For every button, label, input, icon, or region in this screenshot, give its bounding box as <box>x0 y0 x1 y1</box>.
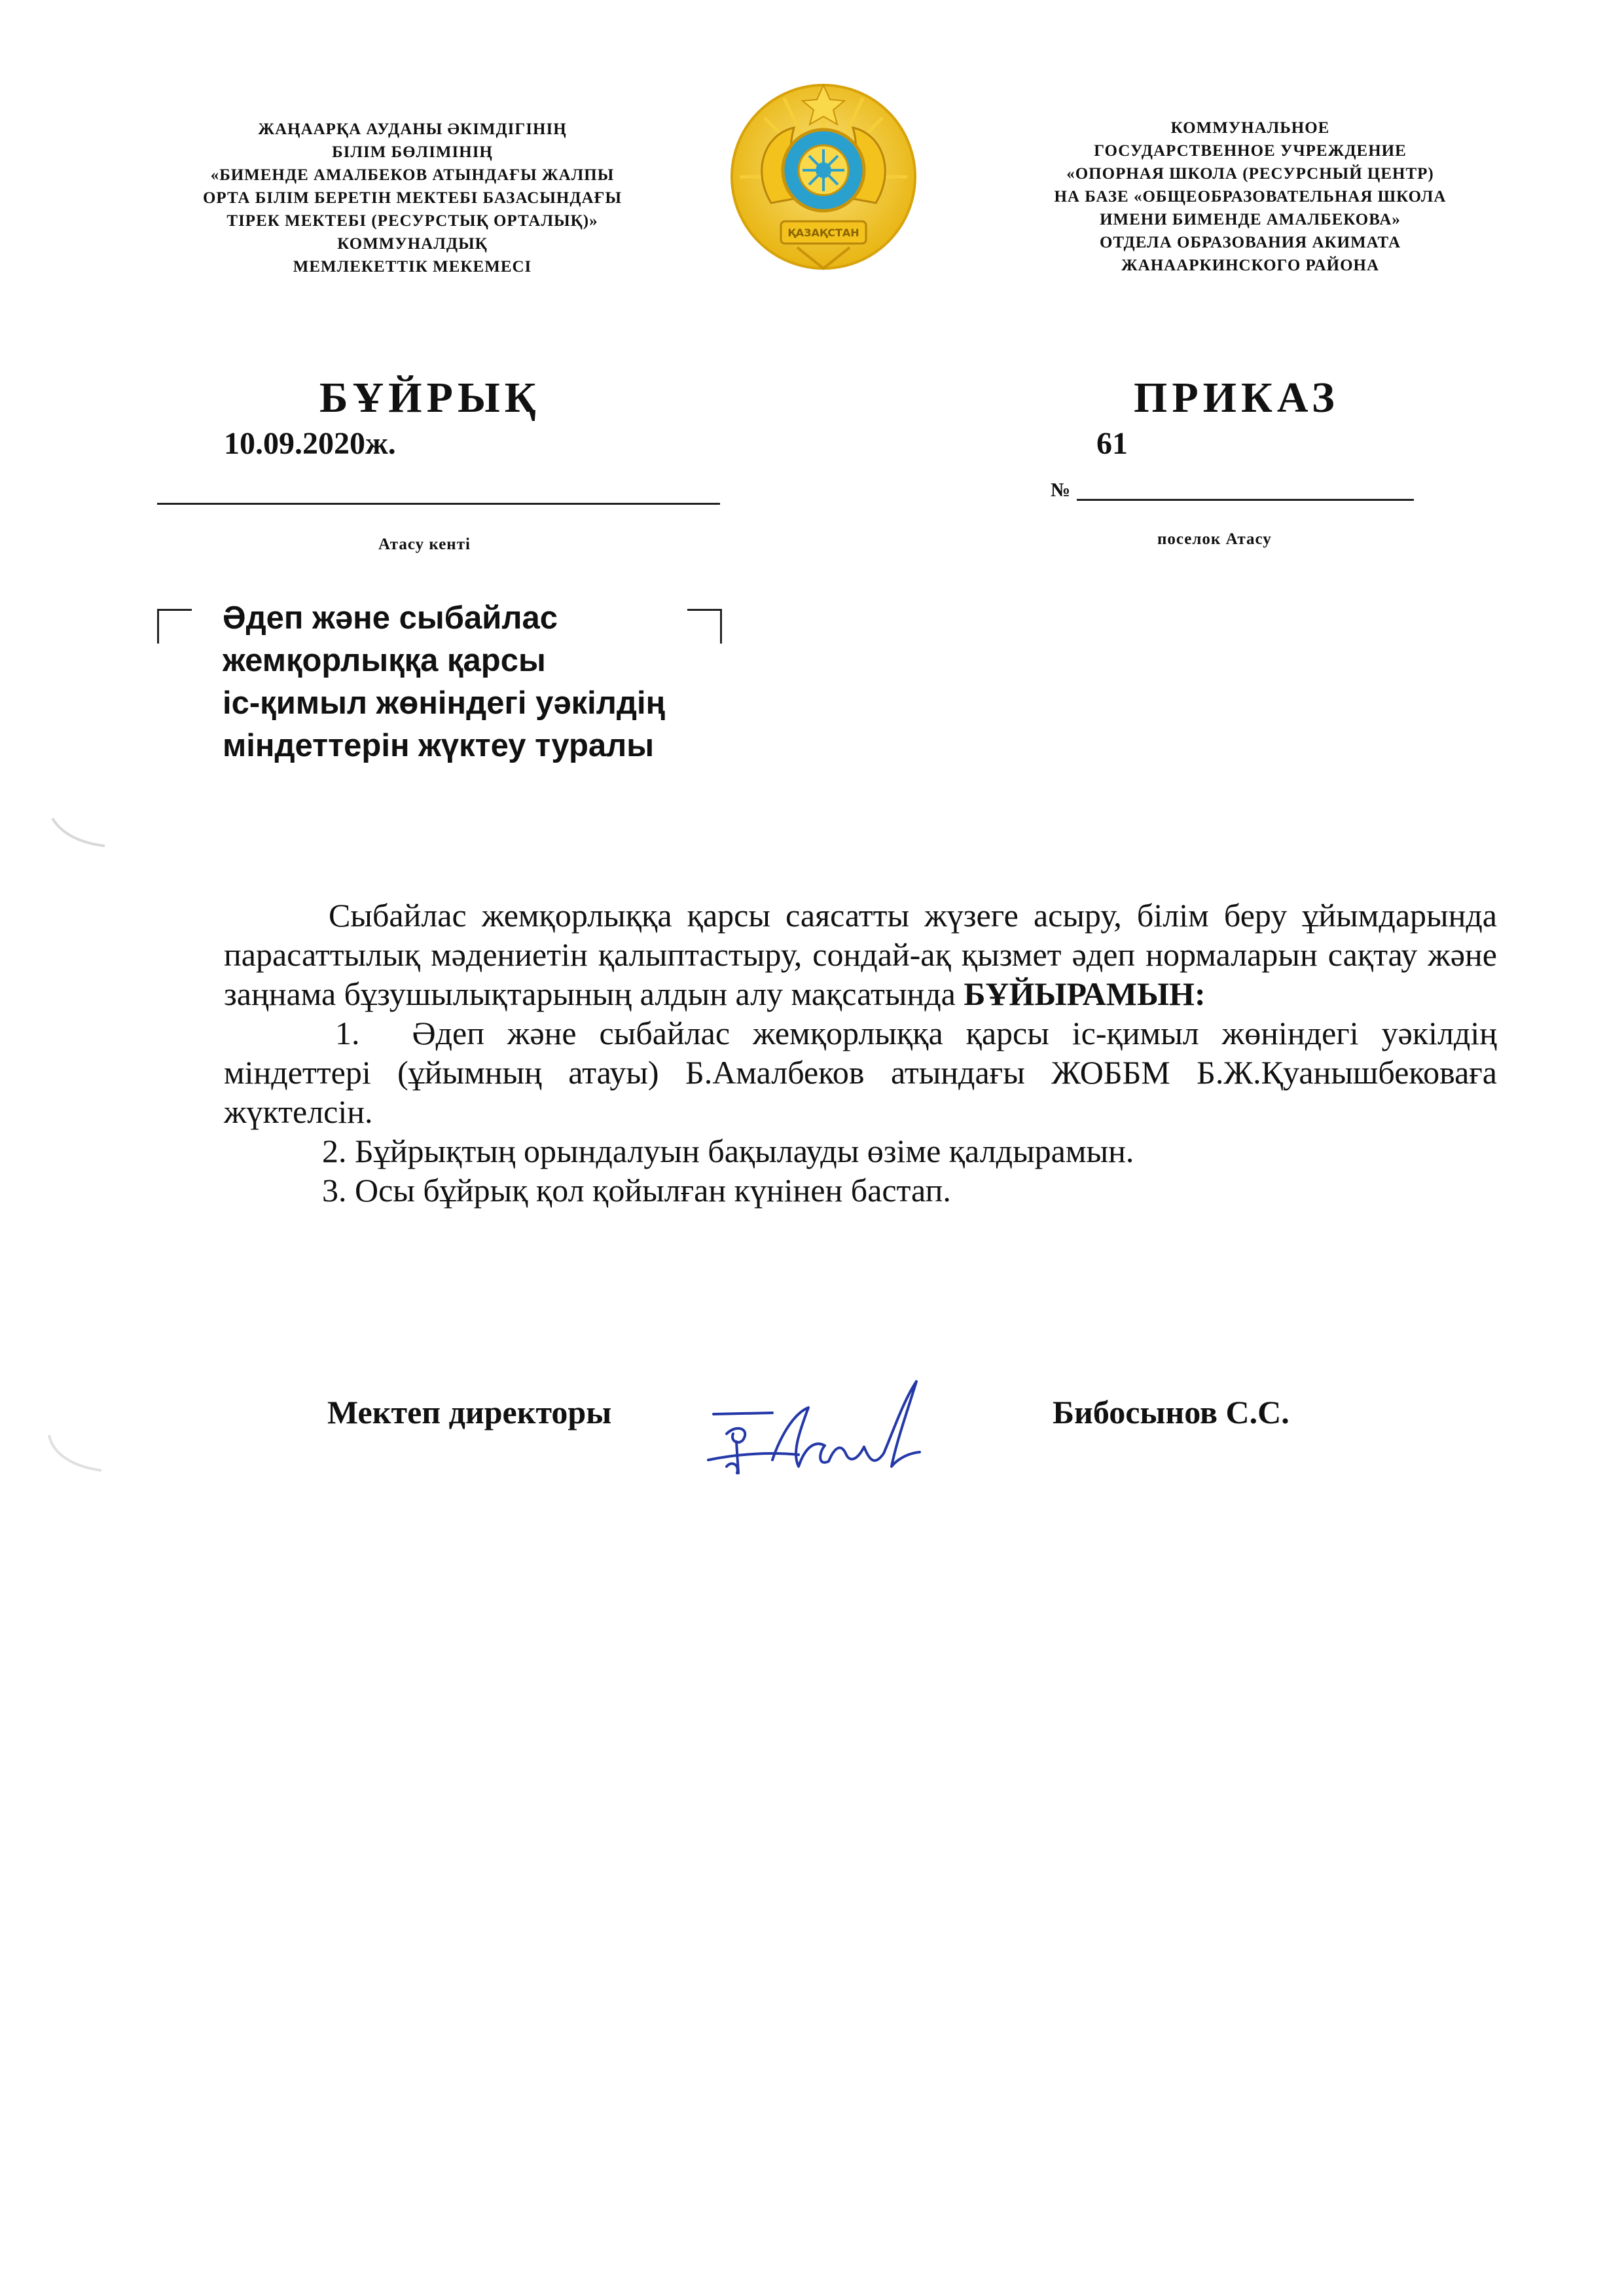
header-line: ЖАҢААРҚА АУДАНЫ ӘКІМДІГІНІҢ <box>258 120 567 138</box>
order-number: 61 <box>1096 426 1128 461</box>
order-date: 10.09.2020ж. <box>224 426 396 461</box>
header-line: ТІРЕК МЕКТЕБІ (РЕСУРСТЫҚ ОРТАЛЫҚ)» <box>226 212 598 230</box>
header-line: ОТДЕЛА ОБРАЗОВАНИЯ АКИМАТА <box>1099 234 1401 251</box>
number-underline <box>1077 499 1414 501</box>
subject-line: Әдеп және сыбайлас <box>223 600 558 636</box>
doc-type-kz: БҰЙРЫҚ <box>319 374 541 422</box>
intro-paragraph <box>224 896 1497 1013</box>
header-line: ГОСУДАРСТВЕННОЕ УЧРЕЖДЕНИЕ <box>1094 142 1407 160</box>
order-word: БҰЙЫРАМЫН: <box>964 975 1206 1012</box>
header-line: КОММУНАЛЬНОЕ <box>1170 119 1330 137</box>
order-subject <box>223 597 720 767</box>
item-number: 1. <box>335 1015 360 1051</box>
place-ru: поселок Атасу <box>1157 530 1272 548</box>
header-institution-kz <box>157 118 668 278</box>
signatory-name: Бибосынов С.С. <box>1053 1394 1290 1430</box>
intro-text: Сыбайлас жемқорлыққа қарсы саясатты жүзеге асыру, білім беру ұйымдарында парасаттылық мәдениетін қалыптастыру, сондай-ақ қызмет әдеп нормаларын сақтау және заңнама бұзушылықтарының алдын алу мақсатында <box>224 897 1497 1012</box>
subject-line: жемқорлыққа қарсы <box>223 643 546 678</box>
kazakhstan-state-emblem-icon <box>725 72 922 282</box>
header-line: ИМЕНИ БИМЕНДЕ АМАЛБЕКОВА» <box>1100 211 1401 228</box>
order-body <box>224 896 1497 1210</box>
header-line: «ОПОРНАЯ ШКОЛА (РЕСУРСНЫЙ ЦЕНТР) <box>1066 165 1434 183</box>
order-item-3: 3. Осы бұйрық қол қойылған күнінен бастап. <box>322 1172 951 1209</box>
paper-crease-mark <box>39 1427 111 1480</box>
emblem-inscription: ҚАЗАҚСТАН <box>787 227 859 239</box>
order-item-2: 2. Бұйрықтың орындалуын бақылауды өзіме қалдырамын. <box>322 1133 1134 1169</box>
place-kz: Атасу кенті <box>378 536 471 553</box>
header-line: МЕМЛЕКЕТТІК МЕКЕМЕСІ <box>293 258 532 276</box>
header-line: КОММУНАЛДЫҚ <box>337 235 488 253</box>
header-line: ОРТА БІЛІМ БЕРЕТІН МЕКТЕБІ БАЗАСЫНДАҒЫ <box>202 189 623 207</box>
handwritten-signature-icon <box>700 1368 936 1493</box>
subject-line: іс-қимыл жөніндегі уәкілдің <box>223 685 666 721</box>
paper-crease-mark <box>46 812 111 851</box>
header-line: ЖАНААРКИНСКОГО РАЙОНА <box>1121 257 1380 274</box>
header-line: БІЛІМ БӨЛІМІНІҢ <box>332 143 493 161</box>
signatory-role: Мектеп директоры <box>327 1394 612 1430</box>
doc-type-ru: ПРИКАЗ <box>1134 374 1339 422</box>
date-underline <box>157 503 720 505</box>
subject-bracket-left <box>157 609 192 644</box>
header-institution-ru <box>1001 117 1499 277</box>
number-sign: № <box>1051 479 1071 501</box>
order-item-1 <box>224 1013 1497 1131</box>
item-text: Әдеп және сыбайлас жемқорлыққа қарсы іс-қимыл жөніндегі уәкілдің міндеттері (ұйымның атауы) Б.Амалбеков атындағы ЖОББМ Б.Ж.Қуанышбековаға жүктелсін. <box>224 1015 1497 1130</box>
subject-line: міндеттерін жүктеу туралы <box>223 728 655 763</box>
header-line: НА БАЗЕ «ОБЩЕОБРАЗОВАТЕЛЬНАЯ ШКОЛА <box>1054 188 1447 206</box>
header-line: «БИМЕНДЕ АМАЛБЕКОВ АТЫНДАҒЫ ЖАЛПЫ <box>210 166 615 184</box>
